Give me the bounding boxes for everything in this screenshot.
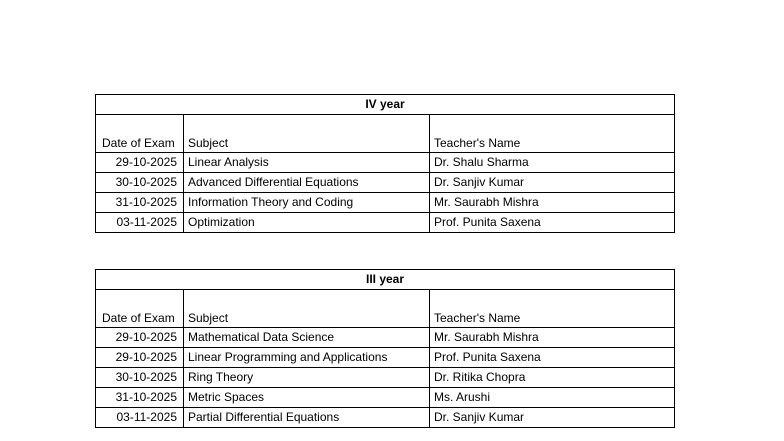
teacher-cell: Ms. Arushi <box>430 388 675 408</box>
subject-cell: Advanced Differential Equations <box>184 173 430 193</box>
teacher-cell: Dr. Sanjiv Kumar <box>430 408 675 428</box>
date-cell: 03-11-2025 <box>96 408 184 428</box>
teacher-cell: Dr. Sanjiv Kumar <box>430 173 675 193</box>
header-row <box>96 115 675 153</box>
table-row <box>96 368 675 388</box>
date-cell: 30-10-2025 <box>96 368 184 388</box>
table-row <box>96 153 675 173</box>
table-title: IV year <box>96 95 675 115</box>
header-date: Date of Exam <box>96 290 184 328</box>
table-row <box>96 348 675 368</box>
teacher-cell: Prof. Punita Saxena <box>430 348 675 368</box>
subject-cell: Linear Analysis <box>184 153 430 173</box>
header-subject: Subject <box>184 115 430 153</box>
subject-cell: Partial Differential Equations <box>184 408 430 428</box>
header-date: Date of Exam <box>96 115 184 153</box>
table-row <box>96 193 675 213</box>
date-cell: 31-10-2025 <box>96 193 184 213</box>
subject-cell: Metric Spaces <box>184 388 430 408</box>
teacher-cell: Mr. Saurabh Mishra <box>430 193 675 213</box>
table-row <box>96 388 675 408</box>
subject-cell: Linear Programming and Applications <box>184 348 430 368</box>
header-teacher: Teacher's Name <box>430 290 675 328</box>
table-title: III year <box>96 270 675 290</box>
exam-schedule-table-iv-year <box>95 94 675 233</box>
subject-cell: Information Theory and Coding <box>184 193 430 213</box>
date-cell: 30-10-2025 <box>96 173 184 193</box>
header-row <box>96 290 675 328</box>
teacher-cell: Dr. Ritika Chopra <box>430 368 675 388</box>
exam-schedule-table-iii-year <box>95 269 675 428</box>
date-cell: 29-10-2025 <box>96 328 184 348</box>
table-row <box>96 173 675 193</box>
teacher-cell: Dr. Shalu Sharma <box>430 153 675 173</box>
subject-cell: Ring Theory <box>184 368 430 388</box>
table-row <box>96 213 675 233</box>
table-row <box>96 408 675 428</box>
subject-cell: Mathematical Data Science <box>184 328 430 348</box>
header-subject: Subject <box>184 290 430 328</box>
header-teacher: Teacher's Name <box>430 115 675 153</box>
subject-cell: Optimization <box>184 213 430 233</box>
table-row <box>96 328 675 348</box>
teacher-cell: Mr. Saurabh Mishra <box>430 328 675 348</box>
date-cell: 03-11-2025 <box>96 213 184 233</box>
date-cell: 29-10-2025 <box>96 348 184 368</box>
teacher-cell: Prof. Punita Saxena <box>430 213 675 233</box>
date-cell: 29-10-2025 <box>96 153 184 173</box>
date-cell: 31-10-2025 <box>96 388 184 408</box>
